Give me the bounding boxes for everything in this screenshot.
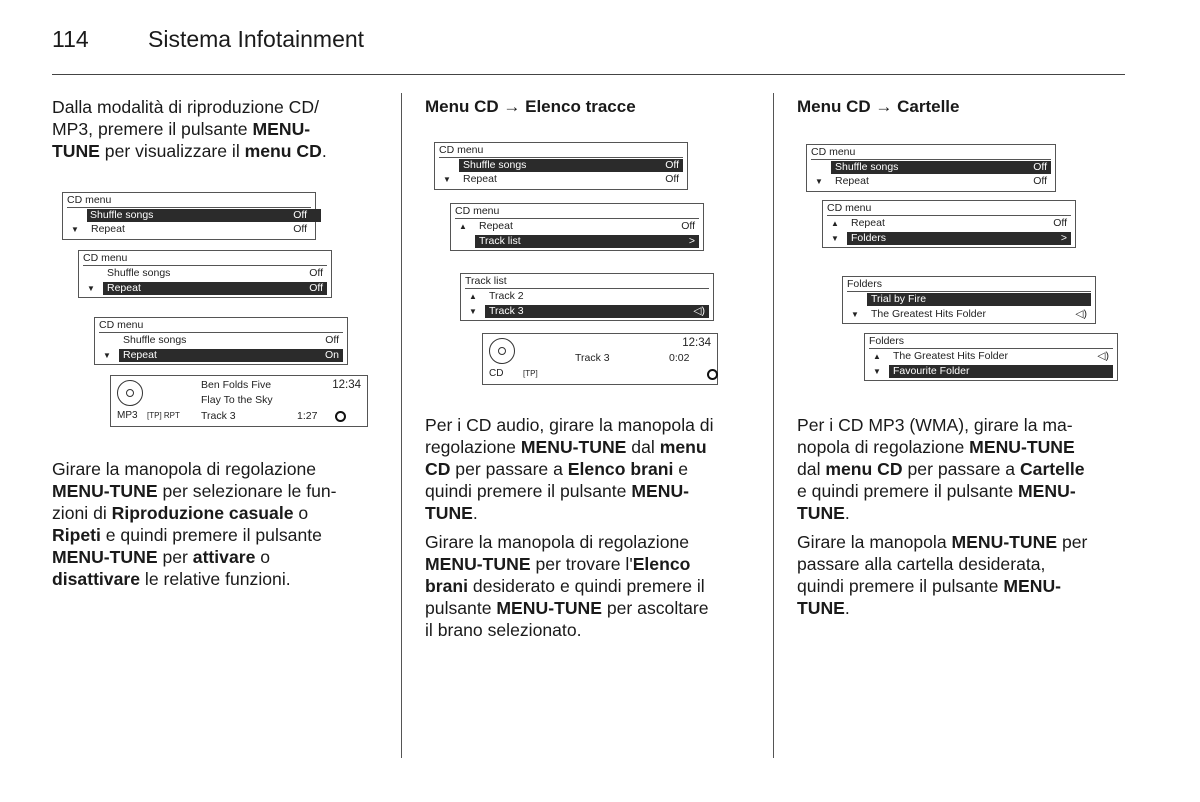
track-list-screen: Track list ▲ Track 2 ▼ Track 3 ◁): [460, 273, 714, 321]
shuffle-songs-label: Shuffle songs: [463, 159, 527, 171]
cd-menu-screen-1: CD menu Shuffle songs Off ▼ Repeat Off: [62, 192, 316, 240]
folder-trial-by-fire: Trial by Fire: [871, 293, 927, 305]
folders-screen-2: Folders ▲ The Greatest Hits Folder ◁) ▼ Favourite Folder: [864, 333, 1118, 381]
repeat-value: On: [324, 349, 339, 361]
track-3-label: Track 3: [489, 305, 524, 317]
status-flags: [TP] RPT: [147, 411, 180, 420]
paragraph: Girare la manopola di regolazione MENU-TUNE per selezionare le fun- zioni di Riproduzione casuale o Ripeti e quindi premere il pulsante MENU-TUNE per attivare o disattivare le relative funzioni.: [52, 459, 337, 589]
shuffle-songs-label: Shuffle songs: [107, 267, 171, 279]
cd-player-screen: [482, 333, 718, 385]
paragraph-1: Per i CD audio, girare la manopola di regolazione MENU-TUNE dal menu CD per passare a Elenco brani e quindi premere il pulsante MENU- TUNE.: [425, 415, 714, 523]
shuffle-songs-value: Off: [665, 159, 679, 171]
cd-menu-screen-1: CD menu Shuffle songs Off ▼ Repeat Off: [806, 144, 1056, 192]
folder-favourite: Favourite Folder: [893, 365, 970, 377]
folder-greatest-hits: The Greatest Hits Folder: [893, 350, 1008, 362]
down-arrow-icon: ▼: [815, 177, 823, 186]
repeat-label: Repeat: [835, 175, 869, 187]
shuffle-songs-row: Shuffle songs: [87, 209, 321, 222]
paragraph-2: Girare la manopola MENU-TUNE per passare alla cartella desiderata, quindi premere il pulsante MENU- TUNE.: [797, 532, 1088, 618]
clock: 12:34: [332, 379, 361, 391]
speaker-icon: ◁): [1075, 308, 1087, 320]
column-divider-1: [401, 93, 402, 758]
repeat-value: Off: [681, 220, 695, 232]
up-arrow-icon: ▲: [873, 352, 881, 361]
column-2-body: [425, 414, 755, 641]
play-indicator-icon: [335, 411, 346, 422]
play-indicator-icon: [707, 369, 718, 380]
chevron-right-icon: >: [688, 235, 695, 247]
repeat-label: Repeat: [107, 282, 141, 294]
down-arrow-icon: ▼: [443, 175, 451, 184]
cd-disc-icon: [117, 380, 143, 406]
header-rule: [52, 74, 1125, 75]
down-arrow-icon: ▼: [469, 307, 477, 316]
elapsed-time: 1:27: [297, 410, 318, 422]
column-divider-2: [773, 93, 774, 758]
section-heading: Menu CD → Elenco tracce: [425, 97, 636, 116]
column-3-body: [797, 414, 1127, 619]
cd-menu-screen-1: CD menu Shuffle songs Off ▼ Repeat Off: [434, 142, 688, 190]
shuffle-songs-label: Shuffle songs: [123, 334, 187, 346]
repeat-value: Off: [293, 223, 307, 235]
cd-menu-screen-3: CD menu Shuffle songs Off ▼ Repeat On: [94, 317, 348, 365]
paragraph-1: Per i CD MP3 (WMA), girare la ma- nopola di regolazione MENU-TUNE dal menu CD per passare a Cartelle e quindi premere il pulsante MENU- TUNE.: [797, 415, 1085, 523]
repeat-label: Repeat: [91, 223, 125, 235]
up-arrow-icon: ▲: [459, 222, 467, 231]
repeat-value: Off: [309, 282, 323, 294]
folder-greatest-hits: The Greatest Hits Folder: [871, 308, 986, 320]
repeat-value: Off: [1033, 175, 1047, 187]
artist-name: Ben Folds Five: [201, 379, 272, 391]
repeat-label: Repeat: [479, 220, 513, 232]
shuffle-songs-label: Shuffle songs: [835, 161, 899, 173]
cd-menu-screen-2: CD menu Shuffle songs Off ▼ Repeat Off: [78, 250, 332, 298]
repeat-label: Repeat: [463, 173, 497, 185]
paragraph-2: Girare la manopola di regolazione MENU-TUNE per trovare l'Elenco brani desiderato e quindi premere il pulsante MENU-TUNE per ascoltare il brano selezionato.: [425, 532, 709, 640]
track-name: Track 3: [575, 352, 610, 364]
column-1-body: [52, 458, 382, 590]
cd-menu-screen-2: CD menu ▲ Repeat Off ▼ Folders >: [822, 200, 1076, 248]
mp3-player-screen: [110, 375, 368, 427]
chevron-right-icon: >: [1060, 232, 1067, 244]
speaker-icon: ◁): [1097, 350, 1109, 362]
page-title: Sistema Infotainment: [148, 26, 365, 52]
source-mode: CD: [489, 368, 504, 379]
shuffle-songs-value: Off: [1033, 161, 1047, 173]
repeat-value: Off: [665, 173, 679, 185]
folders-label: Folders: [851, 232, 887, 244]
track-2-label: Track 2: [489, 290, 524, 302]
down-arrow-icon: ▼: [103, 351, 111, 360]
repeat-label: Repeat: [851, 217, 885, 229]
speaker-icon: ◁): [693, 305, 705, 317]
up-arrow-icon: ▲: [469, 292, 477, 301]
source-mode: MP3: [117, 410, 138, 421]
down-arrow-icon: ▼: [851, 310, 859, 319]
shuffle-songs-value: Off: [325, 334, 339, 346]
shuffle-songs-value: Off: [309, 267, 323, 279]
repeat-value: Off: [1053, 217, 1067, 229]
clock: 12:34: [682, 337, 711, 349]
down-arrow-icon: ▼: [71, 225, 79, 234]
cd-disc-icon: [489, 338, 515, 364]
down-arrow-icon: ▼: [873, 367, 881, 376]
repeat-label: Repeat: [123, 349, 157, 361]
track-name: Track 3: [201, 410, 236, 422]
down-arrow-icon: ▼: [87, 284, 95, 293]
page-number: 114: [52, 26, 89, 52]
folders-screen-1: Folders Trial by Fire ▼ The Greatest Hits Folder ◁): [842, 276, 1096, 324]
album-name: Flay To the Sky: [201, 394, 273, 406]
track-list-label: Track list: [479, 235, 521, 247]
status-flags: [TP]: [523, 369, 538, 378]
up-arrow-icon: ▲: [831, 219, 839, 228]
section-heading: Menu CD → Cartelle: [797, 97, 960, 116]
intro-paragraph: Dalla modalità di riproduzione CD/ MP3, premere il pulsante MENU- TUNE per visualizzare il menu CD.: [52, 97, 327, 161]
cd-menu-screen-2: CD menu ▲ Repeat Off Track list >: [450, 203, 704, 251]
elapsed-time: 0:02: [669, 352, 690, 364]
down-arrow-icon: ▼: [831, 234, 839, 243]
